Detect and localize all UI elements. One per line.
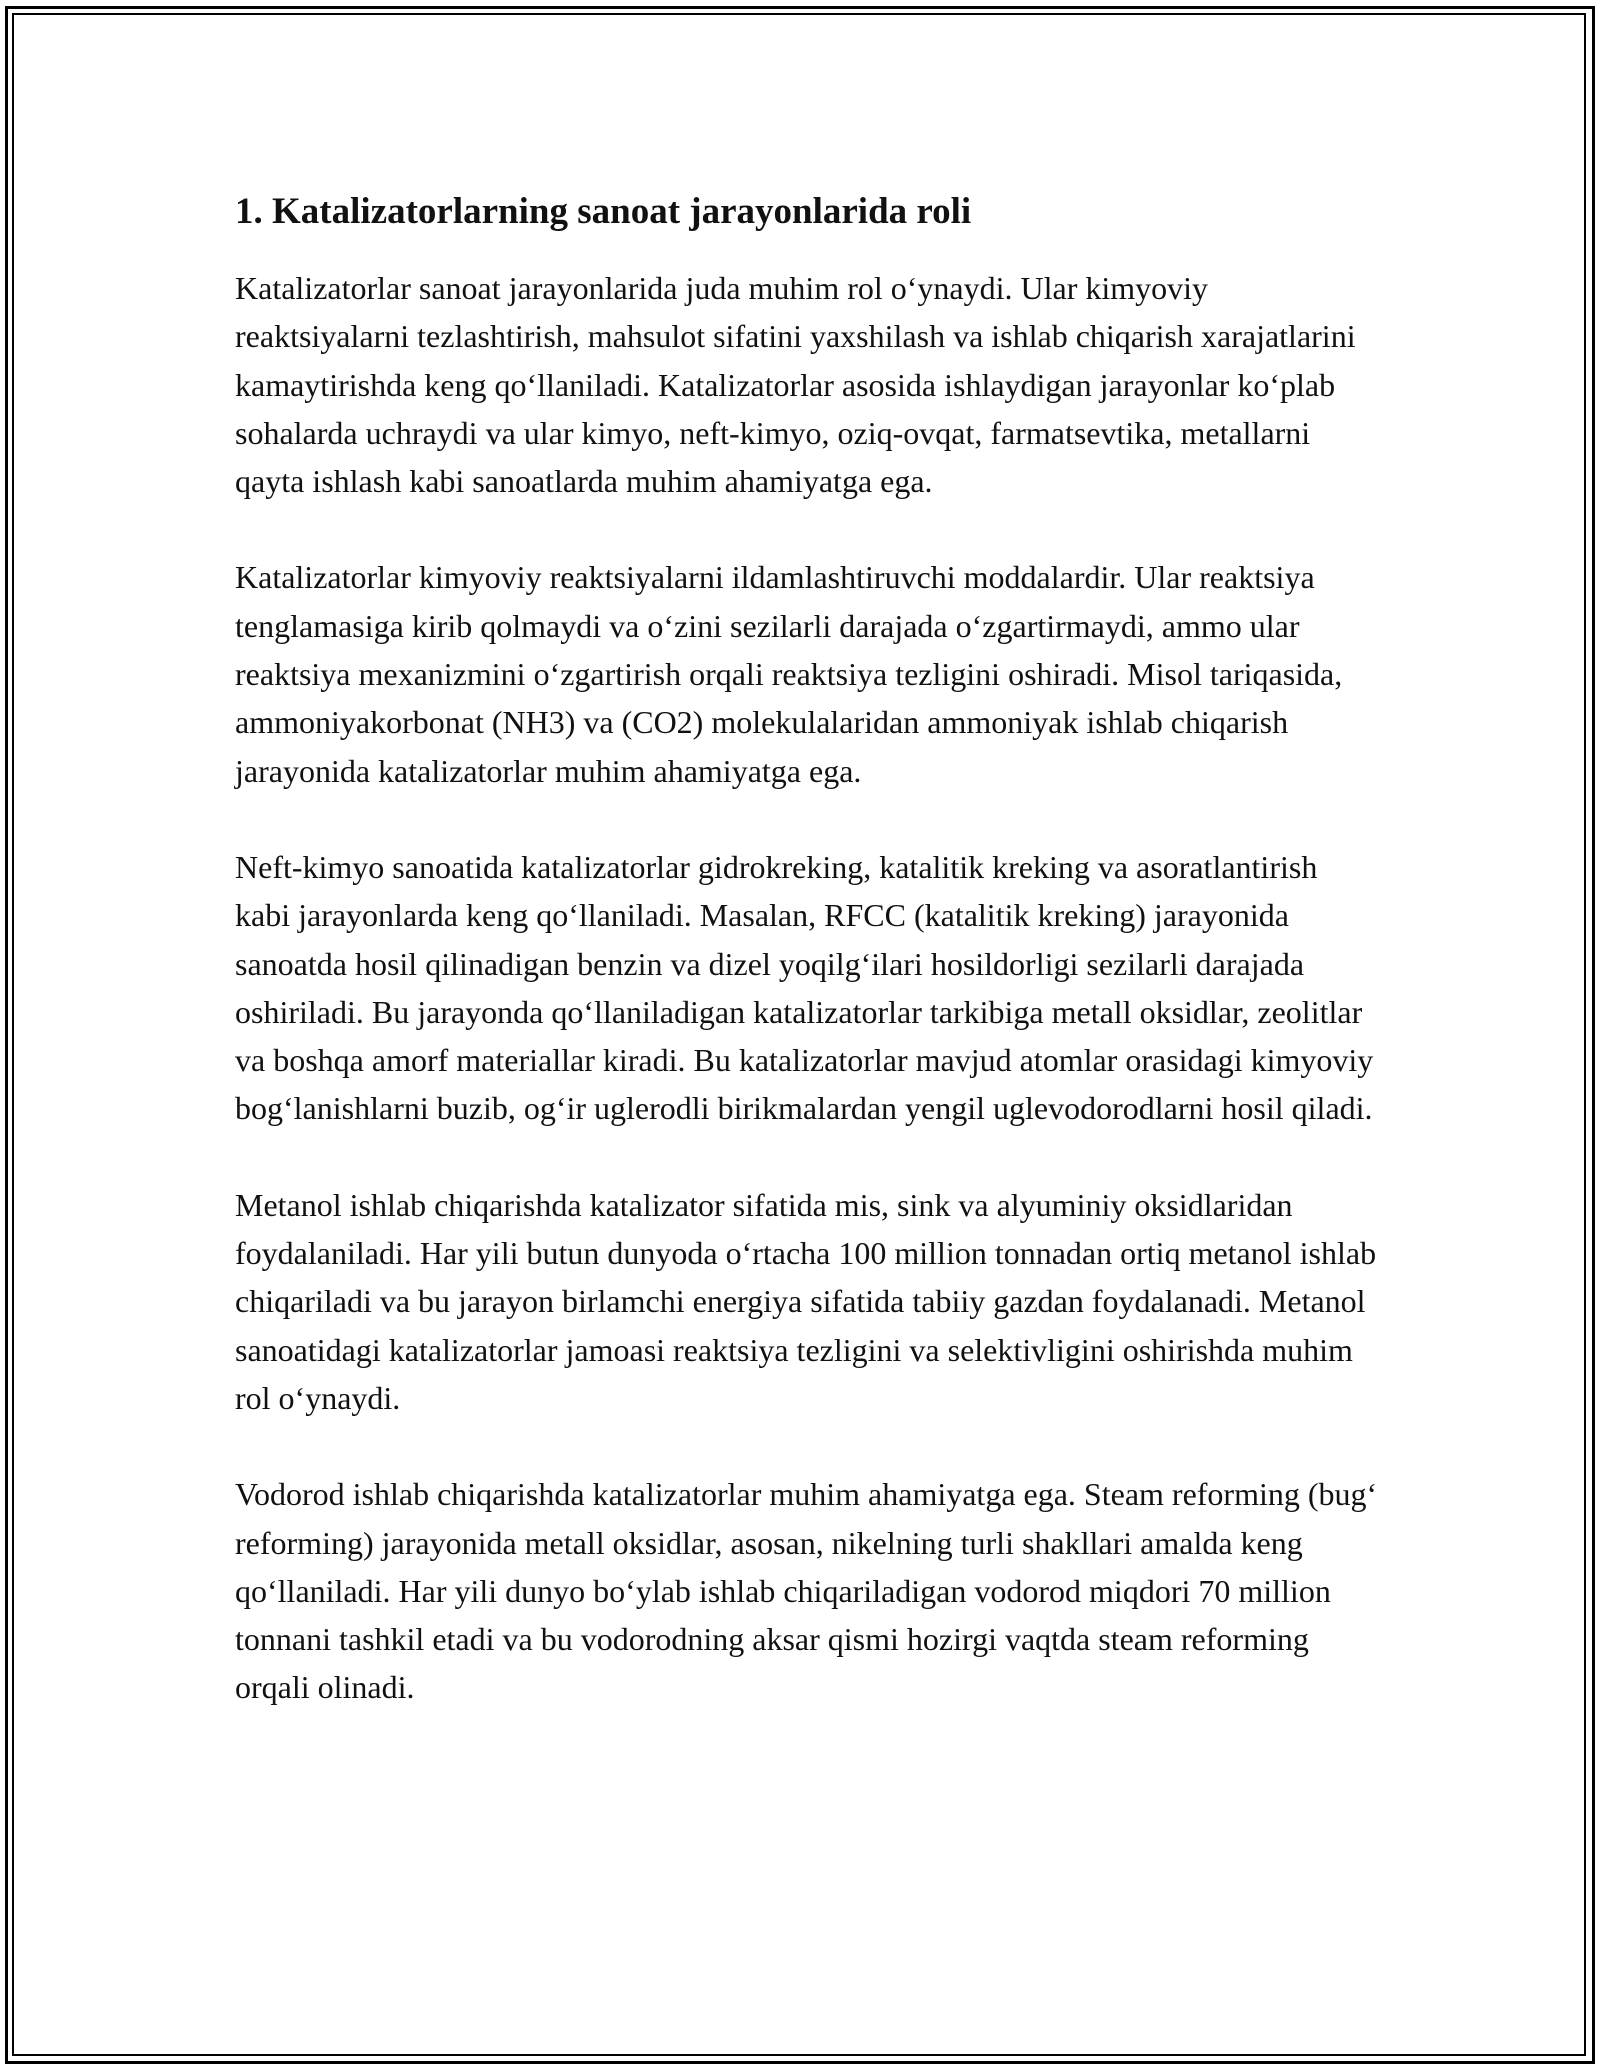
document-body [235, 186, 1380, 1760]
paragraph-5: Vodorod ishlab chiqarishda katalizatorlar muhim ahamiyatga ega. Steam reforming (bug‘ reforming) jarayonida metall oksidlar, asosan, nikelning turli shakllari amalda keng qo‘llaniladi. Har yili dunyo bo‘ylab ishlab chiqariladigan vodorod miqdori 70 million tonnani tashkil etadi va bu vodorodning aksar qismi hozirgi vaqtda steam reforming orqali olinadi. [235, 1476, 1378, 1706]
paragraph-4: Metanol ishlab chiqarishda katalizator sifatida mis, sink va alyuminiy oksidlaridan foydalaniladi. Har yili butun dunyoda o‘rtacha 100 million tonnadan ortiq metanol ishlab chiqariladi va bu jarayon birlamchi energiya sifatida tabiiy gazdan foydalanadi. Metanol sanoatidagi katalizatorlar jamoasi reaktsiya tezligini va selektivligini oshirishda muhim rol o‘ynaydi. [235, 1186, 1377, 1416]
paragraph-2: Katalizatorlar kimyoviy reaktsiyalarni ildamlashtiruvchi moddalardir. Ular reaktsiya tenglamasiga kirib qolmaydi va o‘zini sezilarli darajada o‘zgartirmaydi, ammo ular reaktsiya mexanizmini o‘zgartirish orqali reaktsiya tezligini oshiradi. Misol tariqasida, ammoniyakorbonat (NH3) va (CO2) molekulalaridan ammoniyak ishlab chiqarish jarayonida katalizatorlar muhim ahamiyatga ega. [235, 559, 1343, 789]
paragraph-1: Katalizatorlar sanoat jarayonlarida juda muhim rol o‘ynaydi. Ular kimyoviy reaktsiyalarni tezlashtirish, mahsulot sifatini yaxshilash va ishlab chiqarish xarajatlarini kamaytirishda keng qo‘llaniladi. Katalizatorlar asosida ishlaydigan jarayonlar ko‘plab sohalarda uchraydi va ular kimyo, neft-kimyo, oziq-ovqat, farmatsevtika, metallarni qayta ishlash kabi sanoatlarda muhim ahamiyatga ega. [235, 270, 1356, 500]
document-title: 1. Katalizatorlarning sanoat jarayonlarida roli [235, 191, 972, 232]
paragraph-3: Neft-kimyo sanoatida katalizatorlar gidrokreking, katalitik kreking va asoratlantirish kabi jarayonlarda keng qo‘llaniladi. Masalan, RFCC (katalitik kreking) jarayonida sanoatda hosil qilinadigan benzin va dizel yoqilg‘ilari hosildorligi sezilarli darajada oshiriladi. Bu jarayonda qo‘llaniladigan katalizatorlar tarkibiga metall oksidlar, zeolitlar va boshqa amorf materiallar kiradi. Bu katalizatorlar mavjud atomlar orasidagi kimyoviy bog‘lanishlarni buzib, og‘ir uglerodli birikmalardan yengil uglevodorodlarni hosil qiladi. [235, 848, 1374, 1127]
